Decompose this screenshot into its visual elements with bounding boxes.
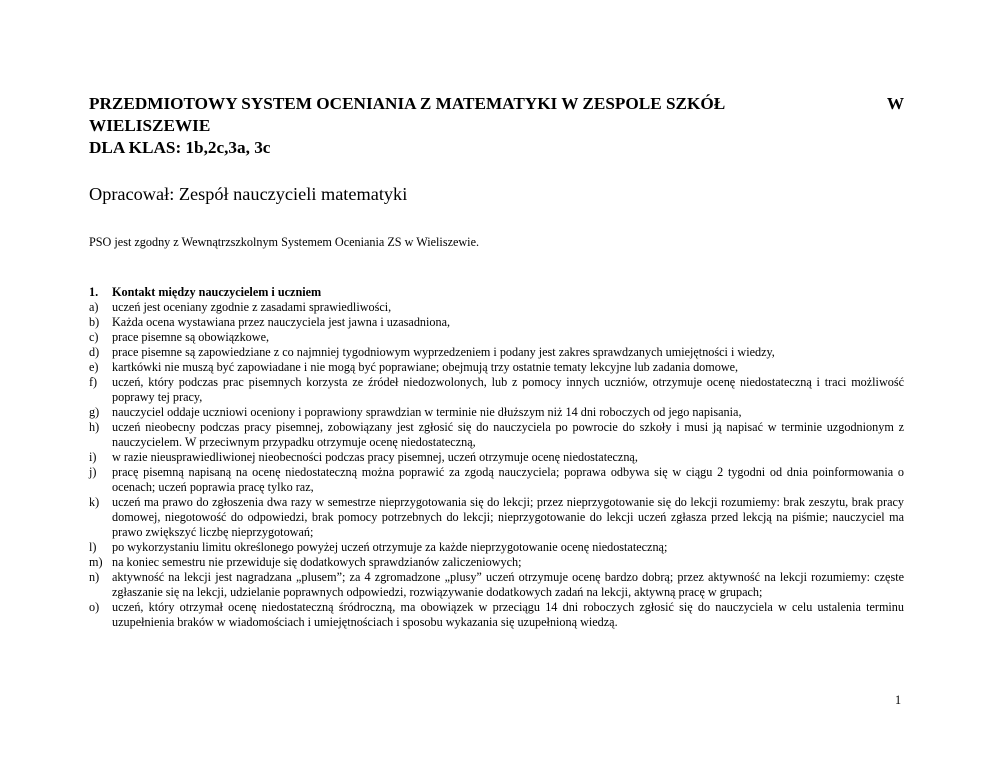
list-item-marker: h) <box>89 420 100 434</box>
section-heading: Kontakt między nauczycielem i uczniem <box>112 285 322 299</box>
list-item-marker: f) <box>89 375 98 389</box>
list-item-marker: n) <box>89 570 100 584</box>
list-item-text: uczeń, który podczas prac pisemnych korzysta ze źródeł niedozwolonych, lub z pomocy innych uczniów, otrzymuje ocenę niedostateczną i traci możliwość poprawy tej pracy, <box>112 375 904 404</box>
list-item-text: nauczyciel oddaje uczniowi oceniony i poprawiony sprawdzian w terminie nie dłuższym niż 14 dni roboczych od jego napisania, <box>112 405 742 419</box>
list-item-text: uczeń ma prawo do zgłoszenia dwa razy w semestrze nieprzygotowania się do lekcji; przez nieprzygotowanie się do lekcji rozumiemy: brak zeszytu, brak pracy domowej, niegotowość do odpowiedzi, brak pomocy potrzebnych do lekcji; nieprzygotowanie do lekcji uczeń zgłasza przed lekcją na piśmie; nauczyciel ma prawo zwiększyć liczbę nieprzygotowań; <box>112 495 904 539</box>
list-item-marker: j) <box>89 465 97 479</box>
list-item <box>89 300 904 315</box>
list-item-text: na koniec semestru nie przewiduje się dodatkowych sprawdzianów zaliczeniowych; <box>112 555 522 569</box>
list-item <box>89 570 904 600</box>
list-item <box>89 345 904 360</box>
page-number: 1 <box>895 693 902 707</box>
author-line: Opracował: Zespół nauczycieli matematyki <box>89 184 408 204</box>
list-item-marker: o) <box>89 600 100 614</box>
list-item-marker: c) <box>89 330 99 344</box>
list-item-text: pracę pisemną napisaną na ocenę niedostateczną można poprawić za zgodą nauczyciela; poprawa odbywa się w ciągu 2 tygodni od dnia poinformowania o ocenach; uczeń poprawia pracę tylko raz, <box>112 465 904 494</box>
list-item <box>89 360 904 375</box>
list-item <box>89 420 904 450</box>
list-item <box>89 540 904 555</box>
title-line-1-left: PRZEDMIOTOWY SYSTEM OCENIANIA Z MATEMATYKI W ZESPOLE SZKÓŁ <box>89 94 726 113</box>
list-item <box>89 315 904 330</box>
document-title <box>89 93 904 159</box>
list-item-text: uczeń nieobecny podczas pracy pisemnej, zobowiązany jest zgłosić się do nauczyciela po powrocie do szkoły i musi ją napisać w terminie uzgodnionym z nauczycielem. W przeciwnym przypadku otrzymuje ocenę niedostateczną, <box>112 420 904 449</box>
list-item <box>89 555 904 570</box>
list-item <box>89 600 904 630</box>
list-item-text: prace pisemne są obowiązkowe, <box>112 330 270 344</box>
list-item <box>89 450 904 465</box>
list-item-marker: i) <box>89 450 97 464</box>
list-item-text: Każda ocena wystawiana przez nauczyciela jest jawna i uzasadniona, <box>112 315 451 329</box>
list-item-marker: k) <box>89 495 100 509</box>
title-line-1-right: W <box>886 94 904 113</box>
list-item-marker: m) <box>89 555 103 569</box>
list-item <box>89 495 904 540</box>
list-item-marker: d) <box>89 345 100 359</box>
list-item-marker: g) <box>89 405 100 419</box>
section-1 <box>89 285 904 630</box>
list-item <box>89 375 904 405</box>
list-item-text: w razie nieusprawiedliwionej nieobecności podczas pracy pisemnej, uczeń otrzymuje ocenę niedostateczną, <box>112 450 638 464</box>
list-item <box>89 465 904 495</box>
title-line-1 <box>89 93 904 115</box>
list-item-text: prace pisemne są zapowiedziane z co najmniej tygodniowym wyprzedzeniem i podany jest zakres sprawdzanych umiejętności i wiedzy, <box>112 345 775 359</box>
section-heading-row <box>89 285 904 300</box>
list-item-text: kartkówki nie muszą być zapowiadane i nie mogą być poprawiane; obejmują trzy ostatnie tematy lekcyjne lub zadania domowe, <box>112 360 739 374</box>
list-item-text: uczeń jest oceniany zgodnie z zasadami sprawiedliwości, <box>112 300 392 314</box>
intro-paragraph: PSO jest zgodny z Wewnątrzszkolnym Systemem Oceniania ZS w Wieliszewie. <box>89 235 480 249</box>
list-item <box>89 405 904 420</box>
title-line-2: WIELISZEWIE <box>89 116 211 135</box>
section-number: 1. <box>89 285 99 299</box>
list-item-marker: e) <box>89 360 99 374</box>
list-item-marker: l) <box>89 540 97 554</box>
list-item-text: aktywność na lekcji jest nagradzana „plusem”; za 4 zgromadzone „plusy” uczeń otrzymuje ocenę bardzo dobrą; przez aktywność na lekcji rozumiemy: częste zgłaszanie się na lekcji, udzielanie poprawnych odpowiedzi, rozwiązywanie dodatkowych zadań na lekcji, aktywną pracę w grupach; <box>112 570 904 599</box>
list-item-marker: b) <box>89 315 100 329</box>
list-item-text: uczeń, który otrzymał ocenę niedostateczną śródroczną, ma obowiązek w przeciągu 14 dni roboczych zgłosić się do nauczyciela w celu ustalenia terminu uzupełnienia braków w wiadomościach i umiejętnościach i sposobu wykazania się uzupełnioną wiedzą. <box>112 600 904 629</box>
list-item-text: po wykorzystaniu limitu określonego powyżej uczeń otrzymuje za każde nieprzygotowanie ocenę niedostateczną; <box>112 540 668 554</box>
list-item-marker: a) <box>89 300 99 314</box>
list-item <box>89 330 904 345</box>
title-line-3: DLA KLAS: 1b,2c,3a, 3c <box>89 138 271 157</box>
